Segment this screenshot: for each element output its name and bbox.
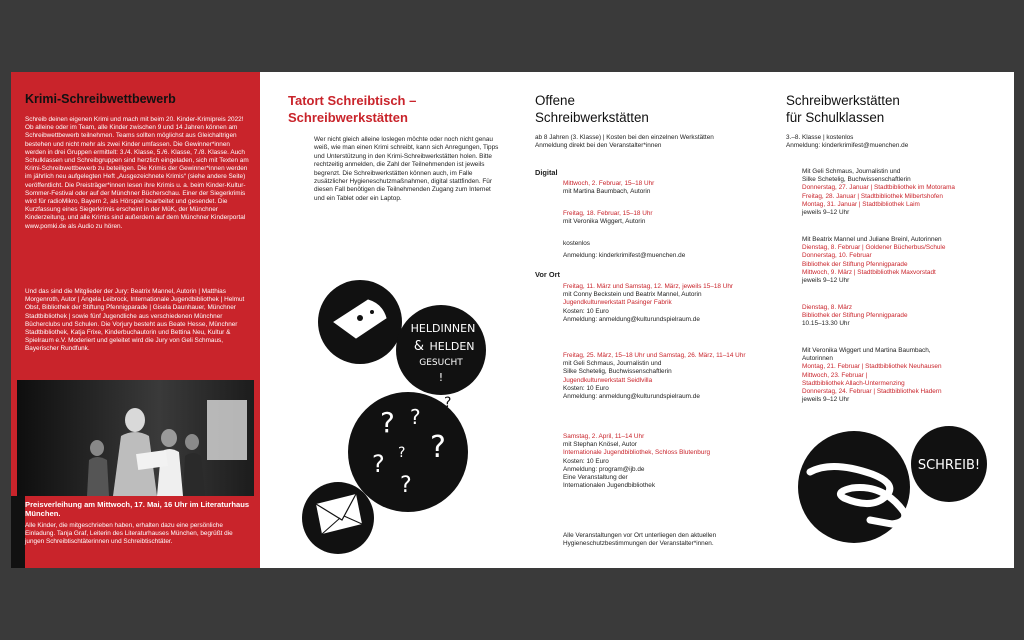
event-line: mit Martina Baumbach, Autorin: [563, 188, 651, 196]
group-time: jeweils 9–12 Uhr: [802, 277, 850, 285]
svg-text:?: ?: [444, 395, 452, 411]
vorort-event-3: [563, 433, 759, 490]
panel-schulklassen: [762, 72, 1014, 568]
panel2-body: Wer nicht gleich alleine loslegen möchte oder noch nicht genau weiß, wie man einen Krimi schreibt, kann sich Anregungen, Tipps und Unterstützung in den Krimi-Schreibwerkstätten holen. Bitte rechtzeitig anmelden, die Zahl der Teilnehmenden ist jeweils begrenzt. Die Schreibwerkstätten können auch, im Falle zusätzlicher Hygieneschutzmaßnahmen, digital stattfinden. Für diesen Fall benötigen die Teilnehmenden Zugang zum Internet und ein Tablet oder ein Laptop.: [314, 136, 499, 202]
event-place: Jugendkulturwerkstatt Pasinger Fabrik: [563, 299, 672, 307]
panel2-title-line1: Tatort Schreibtisch –: [288, 93, 417, 108]
badge-line2: HELDEN: [429, 340, 475, 353]
panel1-body: Schreib deinen eigenen Krimi und mach mit beim 20. Kinder-Krimipreis 2022! Ob alleine oder im Team, alle Kinder zwischen 9 und 14 Jahren können am Schreibwettbewerb teilnehmen. Teams sollten möglichst aus Gleichaltrigen bestehen und nicht mehr als zwei Kinder umfassen. Die Gewinner*innen werden in drei Gruppen ermittelt: 3./4. Klasse, 5./6. Klasse, 7./8. Klasse. Auch Schulklassen und Schreibgruppen sind herzlich eingeladen, sich mit Texten am Krimi-Schreibwettbewerb zu beteiligen. Die Krimis der Gewinner*innen werden im jährlich neu aufgelegten Heft „Ausgezeichnete Krimis“ (siehe andere Seite) veröffentlicht. Die Preisträger*innen lesen ihre Krimis u. a. beim Kinder-Kultur-Sommer-Festival oder auf der Münchner Bücherschau. Einer der Siegerkrimis wird für radioMikro, Bayern 2, als Hörspiel bearbeitet und gesendet. Die Kurzfassung eines Siegerkrimis erscheint in der MüK, der Münchner Kinderzeitung, und alle Krimis sind außerdem auf dem Münchner Kinderportal www.pomki.de als Audio zu hören.: [25, 116, 249, 230]
event-line: Eine Veranstaltung der: [563, 474, 628, 482]
digital-event-1: [563, 180, 759, 196]
panel4-illustrations: [762, 72, 1014, 568]
group-date: Dienstag, 8. Februar | Goldener Bücherbus/Schule: [802, 244, 946, 252]
group-date: Mittwoch, 23. Februar |: [802, 371, 868, 379]
badge-line3: GESUCHT: [419, 358, 463, 368]
digital-event-2: [563, 210, 759, 226]
svg-text:?: ?: [400, 473, 412, 498]
panel-offene-werkstaetten: [511, 72, 762, 568]
group-lead: Mit Beatrix Mannel und Juliane Breinl, Autorinnen: [802, 236, 942, 243]
group-lead: Mit Geli Schmaus, Journalistin und: [802, 168, 901, 175]
panel3-intro: [535, 134, 755, 150]
svg-text:?: ?: [398, 445, 406, 461]
panel3-title-line1: Offene: [535, 93, 575, 108]
event-line: kostenlos: [563, 240, 590, 247]
group-date: Donnerstag, 10. Februar: [802, 252, 872, 260]
event-place: Internationale Jugendbibliothek, Schloss Blutenburg: [563, 449, 711, 457]
badge-excl: !: [438, 371, 444, 384]
award-photo-illustration: [17, 380, 254, 496]
panel2-title-line2: Schreibwerkstätten: [288, 110, 408, 125]
cheese-icon: [318, 280, 402, 364]
event-line: Anmeldung: program@ijb.de: [563, 465, 645, 473]
event-line: Anmeldung: anmeldung@kulturundspielraum.de: [563, 315, 700, 323]
event-line: Kosten: 10 Euro: [563, 457, 609, 465]
group-date: Montag, 21. Februar | Stadtbibliothek Neuhausen: [802, 363, 942, 371]
event-line: Anmeldung: anmeldung@kulturundspielraum.de: [563, 393, 700, 401]
event-line: Kosten: 10 Euro: [563, 384, 609, 392]
panel-krimi-wettbewerb: [11, 72, 260, 568]
flyer-sheet: [11, 72, 1014, 568]
group-date: Freitag, 28. Januar | Stadtbibliothek Milbertshofen: [802, 192, 943, 200]
event-date: Mittwoch, 2. Februar, 15–18 Uhr: [563, 180, 655, 187]
event-date: Freitag, 18. Februar, 15–18 Uhr: [563, 210, 653, 217]
group-lead: Mit Veronika Wiggert und Martina Baumbach,: [802, 347, 931, 354]
svg-text:?: ?: [410, 405, 421, 429]
event-line: mit Geli Schmaus, Journalistin und: [563, 360, 662, 368]
group-date: Stadtbibliothek Allach-Untermenzing: [802, 379, 905, 387]
event-date: Freitag, 25. März, 15–18 Uhr und Samstag, 26. März, 11–14 Uhr: [563, 352, 746, 359]
group-date: Donnerstag, 27. Januar | Stadtbibliothek im Motorama: [802, 184, 955, 192]
group-date: Bibliothek der Stiftung Pfennigparade: [802, 260, 908, 268]
badge-amp: &: [413, 339, 425, 354]
award-photo: [17, 380, 254, 496]
envelope-icon: [302, 482, 374, 554]
svg-text:?: ?: [372, 450, 385, 478]
panel4-intro-line1: 3.–8. Klasse | kostenlos: [786, 134, 854, 141]
panel4-title-line1: Schreibwerkstätten: [786, 93, 900, 108]
panel3-footer: Alle Veranstaltungen vor Ort unterliegen den aktuellen Hygieneschutzbestimmungen der Veranstalter*innen.: [563, 532, 717, 548]
loop-scribble-icon: [798, 431, 910, 543]
event-line: mit Conny Beckstein und Beatrix Mannel, Autorin: [563, 291, 702, 299]
heldinnen-badge: [396, 305, 486, 395]
award-title: Preisverleihung am Mittwoch, 17. Mai, 16 Uhr im Literaturhaus München.: [25, 500, 250, 518]
group-date: Bibliothek der Stiftung Pfennigparade: [802, 312, 908, 320]
badge-line1: HELDINNEN: [410, 322, 476, 335]
schreib-badge: [911, 426, 987, 502]
event-line: Kosten: 10 Euro: [563, 307, 609, 315]
digital-heading: Digital: [535, 168, 558, 177]
panel1-jury: Und das sind die Mitglieder der Jury: Beatrix Mannel, Autorin | Matthias Morgenroth, Autor | Angela Leibrock, Internationale Jugendbibliothek | Helmut Obst, Bibliothek der Stiftung Pfennigparade | Gisela Daunhauer, Münchner Stadtbibliothek | sowie fünf Jugendliche aus verschiedenen Münchner Bücherclubs und Schulen. Die Vorjury besteht aus Beate Hesse, Münchner Stadtbibliothek, Katja Frixe, Kinderbuchautorin und Bettina Neu, Kultur & Spielraum e.V. Moderiert und geleitet wird die Jury von Geli Schmaus, Bayerischer Rundfunk.: [25, 288, 245, 353]
schreib-badge-text: SCHREIB!: [917, 458, 981, 473]
vorort-event-1: [563, 283, 759, 324]
panel3-title-line2: Schreibwerkstätten: [535, 110, 649, 125]
group-time: 10.15–13.30 Uhr: [802, 320, 850, 328]
panel3-title: [535, 92, 649, 126]
group-date: Montag, 31. Januar | Stadtbibliothek Laim: [802, 200, 920, 208]
svg-text:?: ?: [430, 430, 446, 465]
event-line: mit Stephan Knösel, Autor: [563, 441, 637, 449]
vorort-event-2: [563, 352, 759, 401]
award-box: [11, 496, 260, 568]
event-line: mit Veronika Wiggert, Autorin: [563, 218, 646, 226]
group-date: Dienstag, 8. März: [802, 304, 853, 311]
digital-contact: [563, 240, 759, 260]
panel1-title: Krimi-Schreibwettbewerb: [25, 92, 176, 106]
group-time: jeweils 9–12 Uhr: [802, 396, 850, 404]
event-date: Samstag, 2. April, 11–14 Uhr: [563, 433, 645, 440]
panel-tatort-schreibtisch: [260, 72, 511, 568]
group-date: Mittwoch, 9. März | Stadtbibliothek Maxvorstadt: [802, 268, 936, 276]
award-text: Alle Kinder, die mitgeschrieben haben, erhalten dazu eine persönliche Einladung. Tanja Graf, Leiterin des Literaturhauses München, begrüßt die jungen Schreibtischtäterinnen und Schreibtischtäter.: [25, 522, 233, 546]
panel3-intro-line1: ab 8 Jahren (3. Klasse) | Kosten bei den einzelnen Werkstätten: [535, 134, 714, 141]
group-lead: Autorinnen: [802, 355, 833, 363]
vorort-heading: Vor Ort: [535, 270, 560, 279]
event-place: Jugendkulturwerkstatt Seidlvilla: [563, 376, 653, 384]
event-line: Internationalen Jugendbibliothek: [563, 482, 656, 490]
event-line: Silke Schetelig, Buchwissenschaftlerin: [563, 368, 672, 376]
event-date: Freitag, 11. März und Samstag, 12. März, jeweils 15–18 Uhr: [563, 283, 734, 290]
panel2-illustrations: [260, 72, 511, 568]
group-time: jeweils 9–12 Uhr: [802, 209, 850, 217]
group-date: Donnerstag, 24. Februar | Stadtbibliothek Hadern: [802, 388, 942, 396]
panel4-title-line2: für Schulklassen: [786, 110, 885, 125]
panel3-intro-line2: Anmeldung direkt bei den Veranstalter*innen: [535, 142, 662, 150]
svg-text:?: ?: [380, 406, 395, 439]
group-lead: Silke Schetelig, Buchwissenschaftlerin: [802, 176, 911, 184]
event-line: Anmeldung: kinderkrimifest@muenchen.de: [563, 252, 686, 260]
panel4-intro-line2: Anmeldung: kinderkrimifest@muenchen.de: [786, 142, 909, 150]
